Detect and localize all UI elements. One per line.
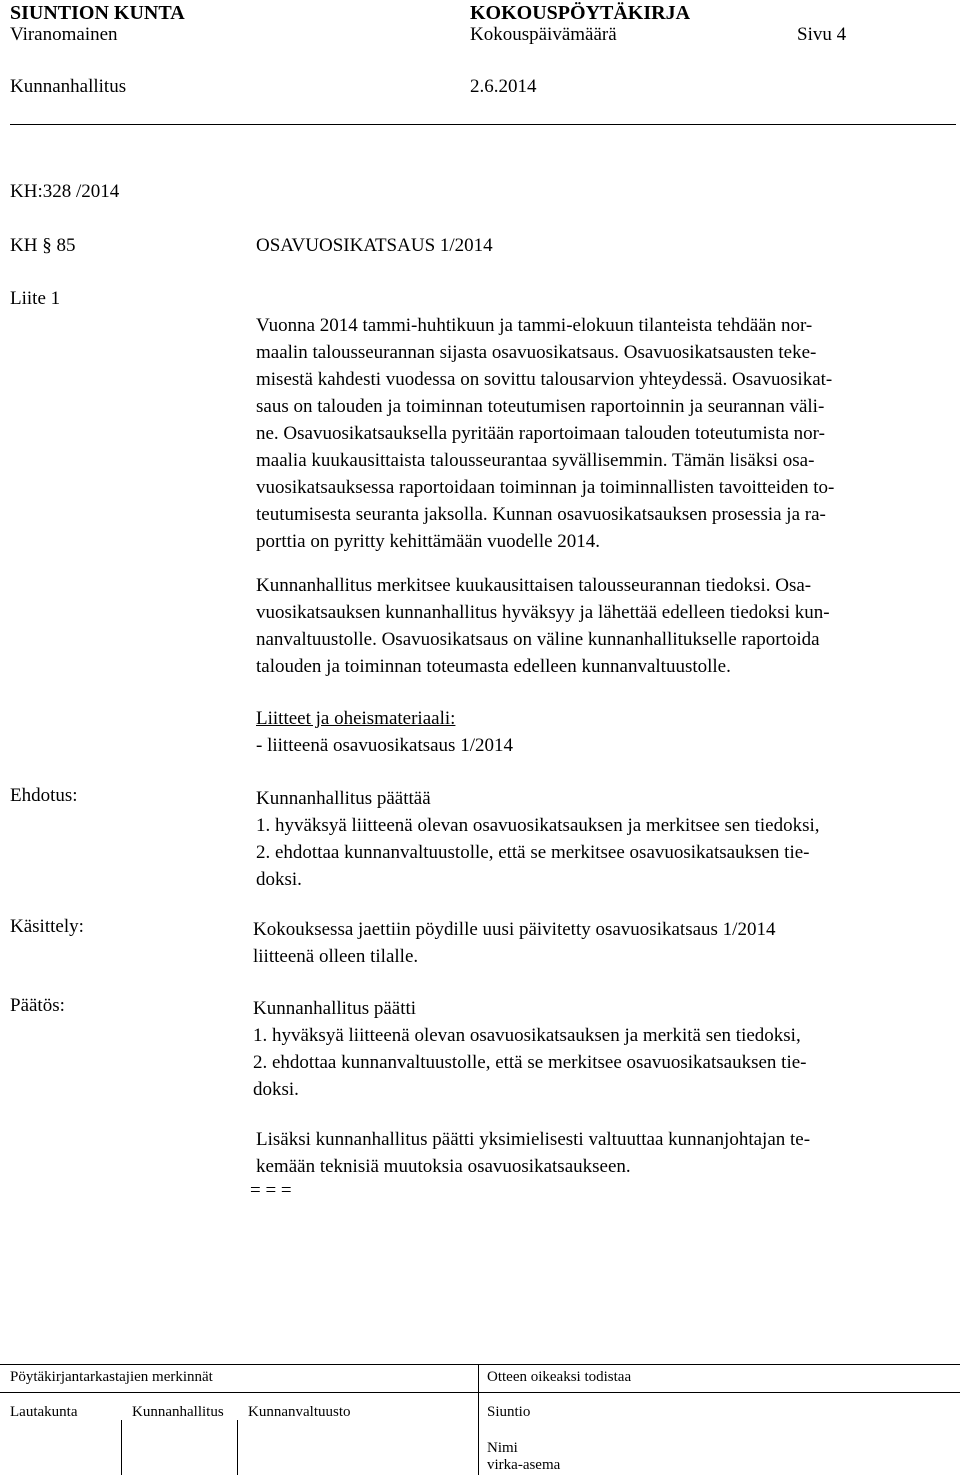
attachments-heading: Liitteet ja oheismateriaali:	[256, 708, 456, 729]
text-line: Kunnanhallitus päätti	[253, 998, 417, 1019]
text-line: porttia on pyritty kehittämään vuodelle 2014.	[256, 531, 601, 552]
footer-col-rule-2	[237, 1420, 238, 1475]
body-paragraph-1	[256, 312, 946, 555]
text-line: maalia kuukausittaista talousseurantaa syvällisemmin. Tämän lisäksi osa-	[256, 450, 815, 471]
footer-col-rule-1	[121, 1420, 122, 1475]
org-name: SIUNTION KUNTA	[10, 2, 185, 24]
text-line: vuosikatsauksen kunnanhallitus hyväksyy ja lähettää edelleen tiedoksi kun-	[256, 602, 830, 623]
proposal-text	[256, 785, 946, 893]
end-marker: = = =	[250, 1180, 292, 1201]
footer-top-rule	[0, 1364, 960, 1365]
text-line: 2. ehdottaa kunnanvaltuustolle, että se merkitsee osavuosikatsauksen tie-	[256, 842, 810, 863]
attachment-label: Liite 1	[10, 288, 61, 309]
page-number: Sivu 4	[797, 24, 847, 45]
text-line: Kunnanhallitus päättää	[256, 788, 431, 809]
checkers-label: Pöytäkirjantarkastajien merkinnät	[10, 1369, 213, 1385]
footer-col-kunnanhallitus: Kunnanhallitus	[132, 1404, 224, 1420]
doc-type: KOKOUSPÖYTÄKIRJA	[470, 2, 691, 24]
text-line: doksi.	[253, 1079, 299, 1100]
handling-label: Käsittely:	[10, 916, 84, 937]
footer-col-kunnanvaltuusto: Kunnanvaltuusto	[248, 1404, 351, 1420]
text-line: Kunnanhallitus merkitsee kuukausittaisen talousseurannan tiedoksi. Osa-	[256, 575, 812, 596]
text-line: 2. ehdottaa kunnanvaltuustolle, että se merkitsee osavuosikatsauksen tie-	[253, 1052, 807, 1073]
text-line: saus on talouden ja toiminnan toteutumisen raportoinnin ja seurannan väli-	[256, 396, 825, 417]
footer-col-lautakunta: Lautakunta	[10, 1404, 78, 1420]
text-line: maalin talousseurannan sijasta osavuosikatsaus. Osavuosikatsausten teke-	[256, 342, 817, 363]
date-label: Kokouspäivämäärä	[470, 24, 617, 45]
text-line: nanvaltuustolle. Osavuosikatsaus on väline kunnanhallitukselle raportoida	[256, 629, 820, 650]
text-line: misestä kahdesti vuodessa on sovittu talousarvion yhteydessä. Osavuosikat-	[256, 369, 833, 390]
footer-position-label: virka-asema	[487, 1457, 561, 1473]
text-line: 1. hyväksyä liitteenä olevan osavuosikatsauksen ja merkitä sen tiedoksi,	[253, 1025, 801, 1046]
text-line: Kokouksessa jaettiin pöydille uusi päivitetty osavuosikatsaus 1/2014	[253, 919, 776, 940]
attachment-item: - liitteenä osavuosikatsaus 1/2014	[256, 735, 513, 756]
text-line: ne. Osavuosikatsauksella pyritään raportoimaan talouden toteutumista nor-	[256, 423, 825, 444]
footer-name-label: Nimi	[487, 1440, 518, 1456]
text-line: Lisäksi kunnanhallitus päätti yksimielisesti valtuuttaa kunnanjohtajan te-	[256, 1129, 811, 1150]
section-title: OSAVUOSIKATSAUS 1/2014	[256, 235, 493, 256]
text-line: Vuonna 2014 tammi-huhtikuun ja tammi-elokuun tilanteista tehdään nor-	[256, 315, 813, 336]
text-line: talouden ja toiminnan toteumasta edelleen kunnanvaltuustolle.	[256, 656, 731, 677]
text-line: 1. hyväksyä liitteenä olevan osavuosikatsauksen ja merkitsee sen tiedoksi,	[256, 815, 820, 836]
meeting-date: 2.6.2014	[470, 76, 537, 97]
text-line: liitteenä olleen tilalle.	[253, 946, 419, 967]
text-line: doksi.	[256, 869, 302, 890]
proposal-label: Ehdotus:	[10, 785, 78, 806]
header-divider	[10, 124, 956, 125]
decision-extra	[256, 1126, 946, 1180]
case-reference: KH:328 /2014	[10, 181, 120, 202]
authority-name: Kunnanhallitus	[10, 76, 127, 97]
handling-text	[253, 916, 943, 970]
footer-center-rule	[478, 1364, 479, 1475]
authority-label: Viranomainen	[10, 24, 118, 45]
body-paragraph-2	[256, 572, 946, 680]
section-number: KH § 85	[10, 235, 76, 256]
text-line: vuosikatsauksessa raportoidaan toiminnan ja toiminnallisten tavoitteiden to-	[256, 477, 835, 498]
text-line: kemään teknisiä muutoksia osavuosikatsaukseen.	[256, 1156, 631, 1177]
certified-label: Otteen oikeaksi todistaa	[487, 1369, 632, 1385]
decision-label: Päätös:	[10, 995, 65, 1016]
decision-text	[253, 995, 943, 1103]
footer-mid-rule	[0, 1392, 960, 1393]
text-line: teutumisesta seuranta jaksolla. Kunnan osavuosikatsauksen prosessia ja ra-	[256, 504, 826, 525]
footer-place: Siuntio	[487, 1404, 531, 1420]
attachments-block	[256, 705, 946, 759]
